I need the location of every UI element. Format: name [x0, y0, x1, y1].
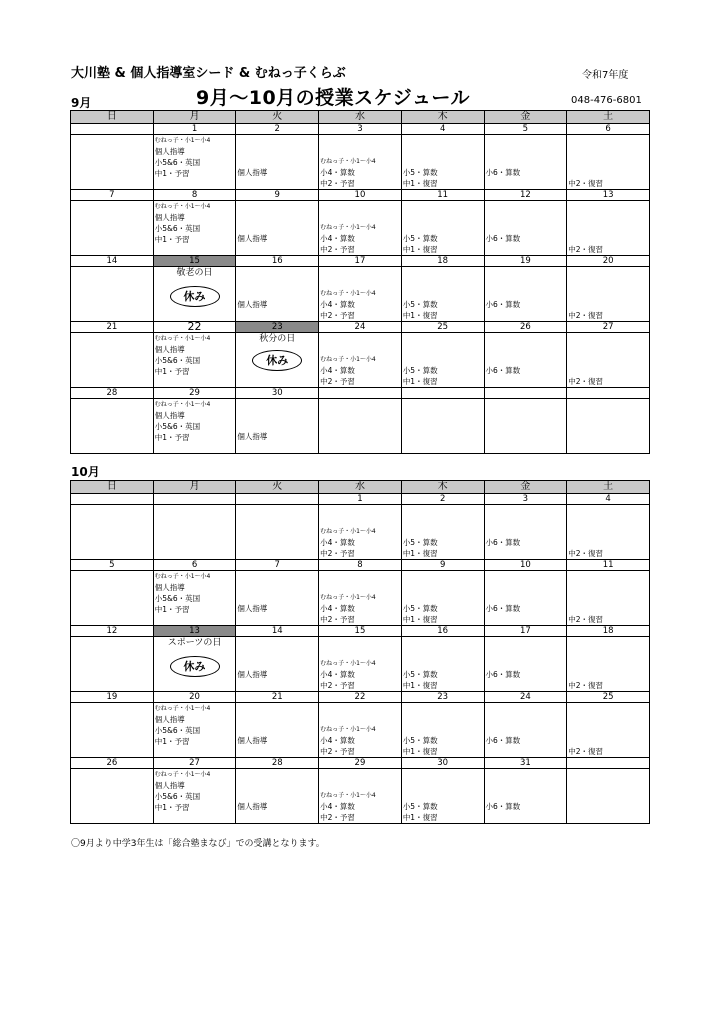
class-entry: 小5・算数 [402, 670, 438, 679]
class-entry: 中1・復習 [402, 813, 438, 822]
schedule-row [71, 505, 650, 560]
date-cell: 19 [71, 692, 154, 703]
class-entry: むねっ子・小1～小4 [154, 573, 211, 580]
holiday-cell [153, 637, 236, 692]
class-entry: 中2・予習 [320, 377, 355, 386]
class-entry: 中2・予習 [320, 681, 355, 690]
date-row [71, 256, 650, 267]
date-cell: 6 [567, 124, 650, 135]
date-cell: 16 [401, 626, 484, 637]
date-cell: 26 [484, 322, 567, 333]
date-cell: 17 [484, 626, 567, 637]
class-entry: 中1・予習 [154, 803, 190, 812]
class-entry: 小4・算数 [320, 300, 355, 309]
schedule-row [71, 267, 650, 322]
class-entry: 中2・復習 [568, 615, 603, 624]
date-cell: 14 [236, 626, 319, 637]
class-entry: 個人指導 [154, 781, 185, 790]
class-entry: 中1・復習 [402, 311, 438, 320]
date-cell [71, 124, 154, 135]
date-cell: 28 [71, 388, 154, 399]
schedule-cell [401, 637, 484, 692]
class-entry: 個人指導 [154, 213, 185, 222]
schedule-cell [319, 399, 402, 454]
september-calendar [70, 110, 650, 454]
class-entry: 小5・算数 [402, 168, 438, 177]
class-entry: むねっ子・小1～小4 [154, 771, 211, 778]
class-entry: 中2・復習 [568, 377, 603, 386]
class-entry: 中1・復習 [402, 681, 438, 690]
class-entry: 小5&6・英国 [154, 224, 201, 233]
schedule-cell [236, 135, 319, 190]
weekday-fri: 金 [484, 481, 567, 494]
class-entry: 小5・算数 [402, 802, 438, 811]
class-entry: 小4・算数 [320, 802, 355, 811]
class-entry: 中2・復習 [568, 747, 603, 756]
date-cell: 9 [236, 190, 319, 201]
school-name: 大川塾 & 個人指導室シード & むねっ子くらぶ [71, 66, 346, 81]
class-entry: 小5・算数 [402, 604, 438, 613]
date-cell: 23 [401, 692, 484, 703]
class-entry: 小5&6・英国 [154, 726, 201, 735]
date-cell: 7 [236, 560, 319, 571]
schedule-cell [401, 769, 484, 824]
holiday-date-cell: 23 [236, 322, 319, 333]
schedule-cell [71, 505, 154, 560]
class-entry: 中1・予習 [154, 235, 190, 244]
class-entry: 個人指導 [237, 802, 268, 811]
schedule-cell [567, 333, 650, 388]
schedule-cell [319, 135, 402, 190]
class-entry: 個人指導 [154, 345, 185, 354]
holiday-cell [236, 333, 319, 388]
schedule-cell [484, 571, 567, 626]
weekday-sun: 日 [71, 111, 154, 124]
schedule-cell [484, 637, 567, 692]
class-entry: 小5&6・英国 [154, 158, 201, 167]
fiscal-year: 令和7年度 [582, 70, 629, 81]
schedule-row [71, 769, 650, 824]
schedule-cell [71, 135, 154, 190]
class-entry: 中1・復習 [402, 377, 438, 386]
date-cell: 22 [319, 692, 402, 703]
class-entry: 個人指導 [237, 670, 268, 679]
class-entry: むねっ子・小1～小4 [154, 335, 211, 342]
schedule-cell [484, 399, 567, 454]
schedule-cell [401, 267, 484, 322]
schedule-cell [567, 399, 650, 454]
date-cell: 21 [71, 322, 154, 333]
class-entry: むねっ子・小1～小4 [320, 528, 376, 535]
page-title: 9月～10月の授業スケジュール [196, 87, 471, 109]
class-entry: むねっ子・小1～小4 [320, 290, 376, 297]
date-cell: 21 [236, 692, 319, 703]
holiday-cell [153, 267, 236, 322]
class-entry: むねっ子・小1～小4 [320, 356, 376, 363]
class-entry: 小5・算数 [402, 366, 438, 375]
schedule-cell [484, 703, 567, 758]
class-entry: 中1・復習 [402, 549, 438, 558]
date-cell: 31 [484, 758, 567, 769]
weekday-mon: 月 [153, 481, 236, 494]
class-entry: 中1・復習 [402, 245, 438, 254]
schedule-cell [71, 201, 154, 256]
class-entry: 小5・算数 [402, 736, 438, 745]
schedule-cell [567, 201, 650, 256]
class-entry: 小4・算数 [320, 670, 355, 679]
schedule-cell [153, 769, 236, 824]
class-entry: 中1・復習 [402, 179, 438, 188]
class-entry: 個人指導 [237, 432, 268, 441]
class-entry: 中1・予習 [154, 367, 190, 376]
class-entry: 中1・復習 [402, 615, 438, 624]
schedule-cell [319, 703, 402, 758]
class-entry: 小5&6・英国 [154, 594, 201, 603]
class-entry: むねっ子・小1～小4 [154, 401, 211, 408]
weekday-sat: 土 [567, 111, 650, 124]
class-entry: 中1・復習 [402, 747, 438, 756]
class-entry: むねっ子・小1～小4 [320, 594, 376, 601]
phone-number: 048-476-6801 [571, 95, 642, 106]
class-entry: むねっ子・小1～小4 [320, 660, 376, 667]
schedule-cell [484, 505, 567, 560]
class-entry: むねっ子・小1～小4 [320, 726, 376, 733]
date-cell: 2 [401, 494, 484, 505]
date-row [71, 494, 650, 505]
date-cell: 20 [567, 256, 650, 267]
schedule-cell [153, 505, 236, 560]
class-entry: 小6・算数 [485, 604, 521, 613]
schedule-cell [401, 399, 484, 454]
class-entry: むねっ子・小1～小4 [154, 203, 211, 210]
schedule-row [71, 703, 650, 758]
date-row [71, 124, 650, 135]
schedule-row [71, 333, 650, 388]
schedule-cell [71, 637, 154, 692]
schedule-cell [153, 399, 236, 454]
class-entry: 中2・復習 [568, 179, 603, 188]
schedule-cell [484, 267, 567, 322]
weekday-tue: 火 [236, 481, 319, 494]
date-cell: 14 [71, 256, 154, 267]
class-entry: 小6・算数 [485, 736, 521, 745]
date-cell: 22 [153, 322, 236, 333]
date-cell: 30 [236, 388, 319, 399]
holiday-date-cell: 15 [153, 256, 236, 267]
date-cell: 4 [401, 124, 484, 135]
date-cell: 5 [484, 124, 567, 135]
class-entry: 小6・算数 [485, 234, 521, 243]
class-entry: 中2・予習 [320, 245, 355, 254]
weekday-header-row [71, 111, 650, 124]
schedule-cell [401, 571, 484, 626]
schedule-cell [567, 267, 650, 322]
class-entry: 個人指導 [154, 715, 185, 724]
date-cell: 15 [319, 626, 402, 637]
schedule-row [71, 399, 650, 454]
class-entry: 小6・算数 [485, 538, 521, 547]
schedule-cell [236, 637, 319, 692]
date-cell: 24 [484, 692, 567, 703]
schedule-row [71, 201, 650, 256]
schedule-cell [401, 505, 484, 560]
class-entry: 中2・復習 [568, 311, 603, 320]
date-cell [567, 758, 650, 769]
class-entry: 小6・算数 [485, 366, 521, 375]
class-entry: 個人指導 [237, 736, 268, 745]
date-cell: 2 [236, 124, 319, 135]
holiday-name: 敬老の日 [176, 268, 213, 278]
class-entry: 小5・算数 [402, 300, 438, 309]
schedule-cell [484, 135, 567, 190]
date-cell: 1 [153, 124, 236, 135]
date-cell: 29 [319, 758, 402, 769]
schedule-cell [153, 201, 236, 256]
date-cell: 10 [484, 560, 567, 571]
footnote: 〇9月より中学3年生は「総合塾まなび」での受講となります。 [71, 839, 325, 849]
date-cell: 17 [319, 256, 402, 267]
date-cell: 29 [153, 388, 236, 399]
date-cell [401, 388, 484, 399]
schedule-cell [401, 201, 484, 256]
class-entry: 小6・算数 [485, 168, 521, 177]
schedule-cell [484, 201, 567, 256]
schedule-cell [236, 505, 319, 560]
schedule-cell [236, 571, 319, 626]
schedule-cell [401, 135, 484, 190]
closed-badge: 休み [170, 286, 220, 307]
schedule-cell [567, 135, 650, 190]
date-cell: 10 [319, 190, 402, 201]
weekday-tue: 火 [236, 111, 319, 124]
class-entry: 小4・算数 [320, 366, 355, 375]
date-cell: 27 [153, 758, 236, 769]
class-entry: 小6・算数 [485, 300, 521, 309]
date-cell: 16 [236, 256, 319, 267]
class-entry: 中2・予習 [320, 747, 355, 756]
class-entry: 中2・復習 [568, 681, 603, 690]
class-entry: 小4・算数 [320, 538, 355, 547]
schedule-cell [236, 201, 319, 256]
date-cell: 11 [401, 190, 484, 201]
schedule-cell [319, 571, 402, 626]
date-cell: 4 [567, 494, 650, 505]
schedule-cell [71, 571, 154, 626]
date-cell: 12 [71, 626, 154, 637]
class-entry: 中2・予習 [320, 311, 355, 320]
date-cell [153, 494, 236, 505]
class-entry: 個人指導 [237, 234, 268, 243]
class-entry: 小6・算数 [485, 802, 521, 811]
class-entry: 小5・算数 [402, 234, 438, 243]
date-row [71, 692, 650, 703]
class-entry: 中1・予習 [154, 169, 190, 178]
class-entry: 小5・算数 [402, 538, 438, 547]
class-entry: むねっ子・小1～小4 [320, 158, 376, 165]
schedule-cell [319, 267, 402, 322]
date-cell: 27 [567, 322, 650, 333]
date-cell: 13 [567, 190, 650, 201]
date-cell: 11 [567, 560, 650, 571]
class-entry: むねっ子・小1～小4 [320, 792, 376, 799]
class-entry: むねっ子・小1～小4 [320, 224, 376, 231]
holiday-name: 秋分の日 [259, 334, 296, 344]
date-cell: 7 [71, 190, 154, 201]
schedule-cell [236, 267, 319, 322]
schedule-cell [567, 769, 650, 824]
class-entry: 中1・予習 [154, 737, 190, 746]
class-entry: 小4・算数 [320, 234, 355, 243]
weekday-wed: 水 [319, 481, 402, 494]
schedule-cell [236, 769, 319, 824]
schedule-cell [319, 769, 402, 824]
date-cell: 28 [236, 758, 319, 769]
class-entry: 小4・算数 [320, 736, 355, 745]
schedule-cell [71, 769, 154, 824]
class-entry: 個人指導 [237, 604, 268, 613]
class-entry: 中2・予習 [320, 549, 355, 558]
class-entry: 小4・算数 [320, 604, 355, 613]
date-cell [236, 494, 319, 505]
class-entry: 個人指導 [237, 300, 268, 309]
date-cell: 8 [319, 560, 402, 571]
date-cell: 18 [401, 256, 484, 267]
closed-badge: 休み [170, 656, 220, 677]
schedule-cell [567, 505, 650, 560]
date-cell: 3 [319, 124, 402, 135]
class-entry: 個人指導 [237, 168, 268, 177]
date-cell: 6 [153, 560, 236, 571]
class-entry: 中1・予習 [154, 433, 190, 442]
class-entry: 中2・予習 [320, 615, 355, 624]
class-entry: 小6・算数 [485, 670, 521, 679]
schedule-cell [567, 637, 650, 692]
schedule-cell [153, 333, 236, 388]
schedule-cell [401, 703, 484, 758]
closed-badge: 休み [252, 350, 302, 371]
schedule-cell [153, 571, 236, 626]
class-entry: 個人指導 [154, 411, 185, 420]
class-entry: 小5&6・英国 [154, 356, 201, 365]
date-row [71, 388, 650, 399]
class-entry: 中1・予習 [154, 605, 190, 614]
schedule-cell [319, 333, 402, 388]
schedule-cell [71, 333, 154, 388]
weekday-fri: 金 [484, 111, 567, 124]
schedule-cell [319, 201, 402, 256]
class-entry: 小5&6・英国 [154, 422, 201, 431]
date-row [71, 758, 650, 769]
weekday-header-row [71, 481, 650, 494]
schedule-cell [71, 267, 154, 322]
date-cell: 20 [153, 692, 236, 703]
date-cell: 18 [567, 626, 650, 637]
september-label: 9月 [71, 96, 92, 110]
date-cell: 25 [401, 322, 484, 333]
date-row [71, 560, 650, 571]
schedule-row [71, 637, 650, 692]
weekday-sat: 土 [567, 481, 650, 494]
class-entry: 小5&6・英国 [154, 792, 201, 801]
date-cell [319, 388, 402, 399]
date-cell: 19 [484, 256, 567, 267]
schedule-cell [567, 703, 650, 758]
schedule-cell [236, 703, 319, 758]
weekday-sun: 日 [71, 481, 154, 494]
class-entry: 中2・復習 [568, 245, 603, 254]
schedule-cell [236, 399, 319, 454]
weekday-mon: 月 [153, 111, 236, 124]
date-cell: 12 [484, 190, 567, 201]
weekday-thu: 木 [401, 111, 484, 124]
class-entry: 個人指導 [154, 147, 185, 156]
schedule-cell [71, 399, 154, 454]
class-entry: 中2・復習 [568, 549, 603, 558]
date-cell: 30 [401, 758, 484, 769]
class-entry: 小4・算数 [320, 168, 355, 177]
date-cell [567, 388, 650, 399]
date-cell [484, 388, 567, 399]
weekday-wed: 水 [319, 111, 402, 124]
class-entry: 中2・予習 [320, 179, 355, 188]
holiday-date-cell: 13 [153, 626, 236, 637]
schedule-cell [153, 135, 236, 190]
schedule-row [71, 135, 650, 190]
weekday-thu: 木 [401, 481, 484, 494]
date-cell [71, 494, 154, 505]
schedule-cell [484, 769, 567, 824]
holiday-name: スポーツの日 [167, 638, 222, 648]
date-cell: 1 [319, 494, 402, 505]
date-row [71, 626, 650, 637]
date-row [71, 190, 650, 201]
schedule-cell [319, 505, 402, 560]
date-cell: 26 [71, 758, 154, 769]
schedule-row [71, 571, 650, 626]
date-row [71, 322, 650, 333]
schedule-cell [567, 571, 650, 626]
date-cell: 24 [319, 322, 402, 333]
schedule-cell [401, 333, 484, 388]
date-cell: 25 [567, 692, 650, 703]
schedule-cell [153, 703, 236, 758]
october-label: 10月 [71, 465, 100, 479]
class-entry: むねっ子・小1～小4 [154, 137, 211, 144]
schedule-cell [71, 703, 154, 758]
schedule-cell [319, 637, 402, 692]
date-cell: 8 [153, 190, 236, 201]
class-entry: むねっ子・小1～小4 [154, 705, 211, 712]
date-cell: 9 [401, 560, 484, 571]
class-entry: 個人指導 [154, 583, 185, 592]
october-calendar [70, 480, 650, 824]
class-entry: 中2・予習 [320, 813, 355, 822]
date-cell: 5 [71, 560, 154, 571]
schedule-cell [484, 333, 567, 388]
date-cell: 3 [484, 494, 567, 505]
